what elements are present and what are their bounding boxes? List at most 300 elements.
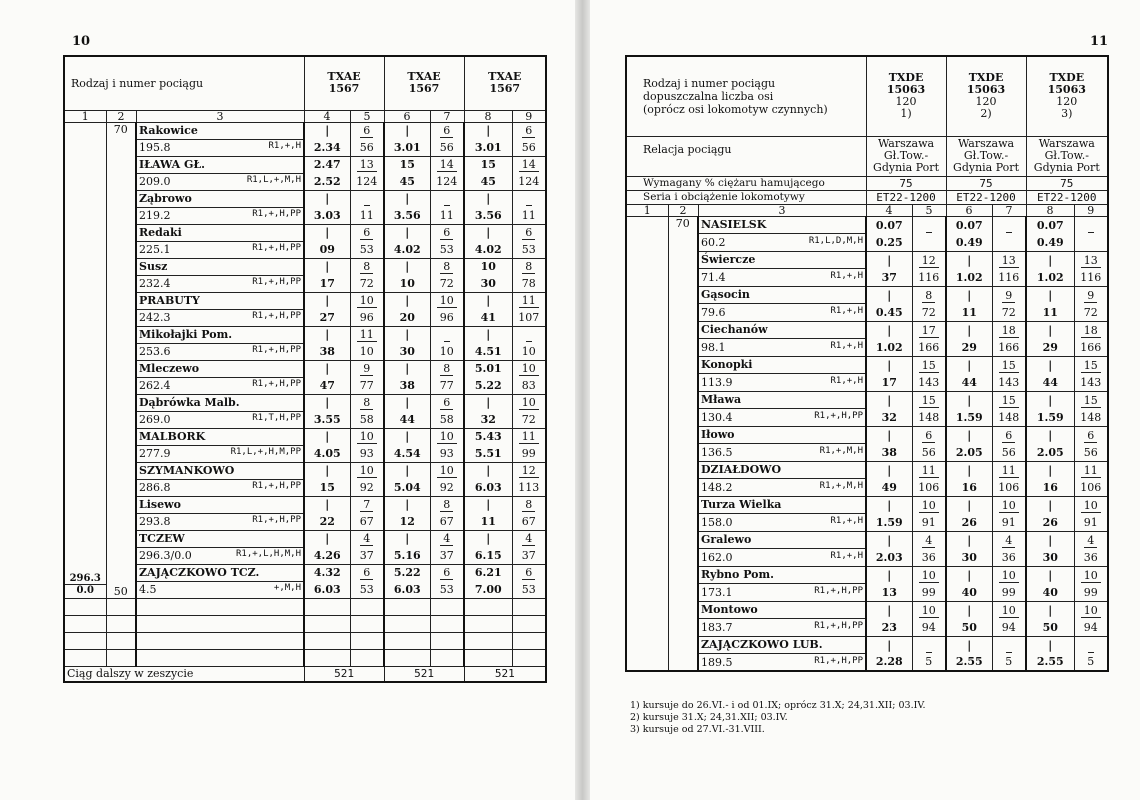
arrival-time: |	[946, 636, 992, 654]
stop-value	[912, 234, 946, 252]
stop-value: 11	[350, 207, 384, 224]
stop-value: 99	[912, 584, 946, 602]
run-time-cell	[1074, 251, 1108, 269]
arrival-time: |	[866, 286, 912, 304]
series-value: ET22-1200	[946, 190, 1026, 204]
arrival-time: |	[946, 531, 992, 549]
stop-value: 67	[430, 513, 464, 530]
station-name: Ciechanów	[698, 321, 866, 339]
stop-value: 94	[912, 619, 946, 637]
station-row-sub	[64, 581, 546, 598]
station-row-sub	[626, 374, 1108, 392]
station-codes: R1,+,H,PP	[814, 585, 864, 596]
relation-value: Warszawa Gł.Tow.- Gdynia Port	[946, 136, 1026, 176]
blank-cell	[136, 598, 304, 615]
station-km: 293.8	[139, 515, 171, 528]
stop-value: 56	[912, 444, 946, 462]
stop-value: 11	[430, 207, 464, 224]
station-km-cell	[698, 584, 866, 602]
blank-cell	[64, 632, 106, 649]
run-time-cell	[992, 216, 1026, 234]
arrival-time: |	[1026, 321, 1074, 339]
run-time-cell	[350, 462, 384, 479]
station-km-cell	[698, 444, 866, 462]
station-codes: R1,+,H	[830, 270, 864, 281]
continuation-label: Ciąg dalszy w zeszycie	[64, 666, 304, 682]
run-time-cell	[992, 356, 1026, 374]
stop-value: 58	[350, 411, 384, 428]
run-time: 8	[360, 396, 373, 410]
station-row-sub	[64, 343, 546, 360]
departure-time: 17	[304, 275, 350, 292]
station-km: 158.0	[701, 515, 733, 529]
departure-time: 3.56	[464, 207, 512, 224]
station-km: 209.0	[139, 175, 171, 188]
departure-time: 1.59	[1026, 409, 1074, 427]
station-codes: R1,+,H,PP	[252, 311, 302, 321]
station-row-sub	[626, 409, 1108, 427]
departure-time: 2.52	[304, 173, 350, 190]
footnote: 2) kursuje 31.X; 24,31.XII; 03.IV.	[630, 712, 788, 723]
station-km-cell	[136, 173, 304, 190]
blank-cell	[430, 615, 464, 632]
departure-time: 38	[866, 444, 912, 462]
departure-time: 32	[866, 409, 912, 427]
station-name: Montowo	[698, 601, 866, 619]
station-codes: R1,+,H	[830, 305, 864, 316]
stop-value: 72	[512, 411, 546, 428]
run-time	[1088, 219, 1094, 233]
arrival-time: |	[384, 190, 430, 207]
blank-cell	[106, 649, 136, 666]
arrival-time: 0.07	[1026, 216, 1074, 234]
station-km-wrap	[701, 411, 863, 424]
station-km-wrap	[701, 271, 863, 284]
departure-time: 30	[464, 275, 512, 292]
station-name: NASIELSK	[698, 216, 866, 234]
arrival-time: |	[384, 360, 430, 377]
arrival-time: |	[1026, 531, 1074, 549]
station-name: ZAJĄCZKOWO LUB.	[698, 636, 866, 654]
header-label: Rodzaj i numer pociągu dopuszczalna liczba osi (oprócz osi lokomotyw czynnych)	[626, 56, 866, 136]
station-km: 219.2	[139, 209, 171, 222]
run-time-cell	[1074, 461, 1108, 479]
column-number: 2	[668, 204, 698, 216]
departure-time: 6.03	[304, 581, 350, 598]
run-time-cell	[350, 496, 384, 513]
stop-value: 116	[992, 269, 1026, 287]
run-time	[926, 639, 932, 653]
run-time: 10	[357, 464, 377, 478]
run-time: 6	[440, 396, 453, 410]
blank-cell	[136, 632, 304, 649]
stop-value: 96	[430, 309, 464, 326]
station-km-wrap	[139, 379, 301, 392]
departure-time: 29	[1026, 339, 1074, 357]
station-km-cell	[136, 513, 304, 530]
station-row	[64, 326, 546, 343]
stop-value: 94	[1074, 619, 1108, 637]
arrival-time: |	[946, 321, 992, 339]
stop-value: 5	[992, 654, 1026, 672]
run-time: 13	[357, 158, 377, 172]
station-km-cell	[136, 275, 304, 292]
run-time-cell	[430, 190, 464, 207]
run-time: 4	[1002, 534, 1015, 548]
stop-value: 58	[430, 411, 464, 428]
run-time-cell	[430, 428, 464, 445]
station-km-wrap	[139, 549, 301, 562]
station-km-cell	[136, 139, 304, 156]
stop-value: 72	[430, 275, 464, 292]
run-time: 10	[519, 362, 539, 376]
arrival-time: |	[1026, 356, 1074, 374]
station-km: 195.8	[139, 141, 171, 154]
run-time: 18	[1081, 324, 1101, 338]
blank-cell	[384, 598, 430, 615]
stop-value: 36	[912, 549, 946, 567]
run-time: 11	[519, 294, 539, 308]
run-time-cell	[430, 258, 464, 275]
station-name: Dąbrówka Malb.	[136, 394, 304, 411]
arrival-time: |	[1026, 601, 1074, 619]
arrival-time: |	[384, 394, 430, 411]
blank-cell	[464, 615, 512, 632]
arrival-time: |	[866, 601, 912, 619]
run-time-cell	[1074, 216, 1108, 234]
station-km-cell	[698, 269, 866, 287]
run-time-cell	[350, 156, 384, 173]
station-km-cell	[698, 549, 866, 567]
stop-value: 36	[992, 549, 1026, 567]
departure-time: 0.49	[946, 234, 992, 252]
stop-value: 113	[512, 479, 546, 496]
blank-cell	[106, 598, 136, 615]
stop-value: 36	[1074, 549, 1108, 567]
run-time: 8	[360, 260, 373, 274]
station-codes: R1,L,+,M,H	[246, 175, 302, 185]
blank-cell	[464, 632, 512, 649]
arrival-time: |	[304, 292, 350, 309]
column-number: 3	[136, 110, 304, 122]
arrival-time: |	[1026, 391, 1074, 409]
station-name: Susz	[136, 258, 304, 275]
stop-value: 166	[912, 339, 946, 357]
station-row-sub	[626, 619, 1108, 637]
station-name: IŁAWA GŁ.	[136, 156, 304, 173]
stop-value: 53	[512, 241, 546, 258]
arrival-time: |	[866, 391, 912, 409]
station-codes: R1,+,M,H	[819, 445, 864, 456]
column-number: 1	[626, 204, 668, 216]
station-row-sub	[626, 269, 1108, 287]
train-header: TXAE 1567	[304, 56, 384, 110]
blank-cell	[350, 649, 384, 666]
station-km: 173.1	[701, 585, 733, 599]
book-gutter	[575, 0, 590, 800]
arrival-time: |	[1026, 426, 1074, 444]
stop-value: 148	[992, 409, 1026, 427]
station-name: PRABUTY	[136, 292, 304, 309]
station-name: Ząbrowo	[136, 190, 304, 207]
station-name: Rakowice	[136, 122, 304, 139]
run-time	[526, 328, 532, 342]
departure-time: 11	[464, 513, 512, 530]
stop-value	[1074, 234, 1108, 252]
departure-time: 4.05	[304, 445, 350, 462]
arrival-time: |	[946, 286, 992, 304]
braking-label: Wymagany % ciężaru hamującego	[626, 176, 866, 190]
arrival-time: |	[464, 122, 512, 139]
station-km-wrap	[139, 209, 301, 222]
departure-time: 22	[304, 513, 350, 530]
run-time: 6	[522, 226, 535, 240]
run-time-cell	[1074, 286, 1108, 304]
station-km-wrap	[139, 311, 301, 324]
station-name: Iłowo	[698, 426, 866, 444]
arrival-time: 4.32	[304, 564, 350, 581]
arrival-time: |	[866, 496, 912, 514]
station-name: Mława	[698, 391, 866, 409]
run-time-cell	[1074, 496, 1108, 514]
run-time: 6	[1084, 429, 1097, 443]
station-row	[626, 461, 1108, 479]
station-row-sub	[64, 207, 546, 224]
column-number: 4	[304, 110, 350, 122]
blank-cell	[430, 598, 464, 615]
run-time: 9	[1084, 289, 1097, 303]
run-time	[444, 192, 450, 206]
departure-time: 10	[384, 275, 430, 292]
run-time-cell	[912, 216, 946, 234]
run-time-cell	[430, 292, 464, 309]
station-codes: R1,+,H,PP	[252, 515, 302, 525]
run-time-cell	[992, 426, 1026, 444]
departure-time: 45	[384, 173, 430, 190]
stop-value: 56	[512, 139, 546, 156]
stop-value: 53	[430, 581, 464, 598]
station-km-wrap	[701, 481, 863, 494]
footnote: 1) kursuje do 26.VI.- i od 01.IX; oprócz 31.X; 24,31.XII; 03.IV.	[630, 700, 926, 711]
station-row	[64, 360, 546, 377]
train-header: TXDE 15063 120 3)	[1026, 56, 1108, 136]
station-km: 277.9	[139, 447, 171, 460]
station-km-cell	[136, 445, 304, 462]
blank-cell	[136, 649, 304, 666]
arrival-time: |	[464, 530, 512, 547]
station-row	[626, 496, 1108, 514]
stop-value: 72	[992, 304, 1026, 322]
station-row	[64, 292, 546, 309]
blank-cell	[384, 632, 430, 649]
station-km-wrap	[701, 236, 863, 249]
station-name: MALBORK	[136, 428, 304, 445]
arrival-time: |	[866, 636, 912, 654]
arrival-time: |	[866, 531, 912, 549]
blank-cell	[106, 615, 136, 632]
run-time-cell	[1074, 391, 1108, 409]
station-row-sub	[64, 547, 546, 564]
station-codes: R1,+,H,PP	[252, 481, 302, 491]
departure-time: 15	[304, 479, 350, 496]
stop-value: 94	[992, 619, 1026, 637]
arrival-time: |	[946, 566, 992, 584]
stop-value: 166	[1074, 339, 1108, 357]
departure-time: 29	[946, 339, 992, 357]
stop-value: 106	[1074, 479, 1108, 497]
run-time-cell	[512, 292, 546, 309]
arrival-time: |	[304, 258, 350, 275]
station-km: 242.3	[139, 311, 171, 324]
station-row-sub	[626, 584, 1108, 602]
arrival-time: 5.22	[384, 564, 430, 581]
run-time-cell	[350, 224, 384, 241]
departure-time: 4.51	[464, 343, 512, 360]
departure-time: 09	[304, 241, 350, 258]
departure-time: 1.02	[1026, 269, 1074, 287]
run-time: 13	[999, 254, 1019, 268]
departure-time: 47	[304, 377, 350, 394]
departure-time: 44	[1026, 374, 1074, 392]
departure-time: 5.51	[464, 445, 512, 462]
departure-time: 40	[946, 584, 992, 602]
run-time-cell	[912, 426, 946, 444]
run-time: 4	[522, 532, 535, 546]
run-time	[926, 219, 932, 233]
arrival-time: |	[304, 122, 350, 139]
column-number: 8	[464, 110, 512, 122]
stop-value: 5	[1074, 654, 1108, 672]
run-time-cell	[430, 530, 464, 547]
station-row-sub	[626, 549, 1108, 567]
station-codes: R1,+,H,PP	[252, 345, 302, 355]
station-row	[626, 531, 1108, 549]
stop-value: 96	[350, 309, 384, 326]
run-time-cell	[512, 428, 546, 445]
station-km-cell	[698, 654, 866, 672]
station-codes: R1,+,H,PP	[252, 277, 302, 287]
departure-time: 4.02	[384, 241, 430, 258]
stop-value: 10	[430, 343, 464, 360]
arrival-time: |	[1026, 251, 1074, 269]
station-name: DZIAŁDOWO	[698, 461, 866, 479]
departure-time: 16	[1026, 479, 1074, 497]
run-time: 10	[437, 294, 457, 308]
arrival-time: |	[946, 426, 992, 444]
blank-cell	[64, 615, 106, 632]
departure-time: 5.16	[384, 547, 430, 564]
stop-value: 53	[512, 581, 546, 598]
arrival-time: |	[464, 326, 512, 343]
run-time	[444, 328, 450, 342]
departure-time: 6.15	[464, 547, 512, 564]
departure-time: 37	[866, 269, 912, 287]
departure-time: 20	[384, 309, 430, 326]
run-time-cell	[912, 566, 946, 584]
blank-cell	[512, 649, 546, 666]
run-time-cell	[512, 564, 546, 581]
station-km-wrap	[139, 175, 301, 188]
station-row-sub	[626, 234, 1108, 252]
station-km: 79.6	[701, 305, 726, 319]
blank-cell	[304, 615, 350, 632]
stop-value: 72	[1074, 304, 1108, 322]
run-time: 4	[440, 532, 453, 546]
run-time-cell	[350, 122, 384, 139]
arrival-time: |	[866, 321, 912, 339]
station-row-sub	[64, 309, 546, 326]
continuation-value: 521	[304, 666, 384, 682]
line-number-cell	[668, 216, 698, 671]
station-row-sub	[626, 444, 1108, 462]
run-time-cell	[912, 251, 946, 269]
station-codes: R1,T,H,PP	[252, 413, 302, 423]
run-time: 15	[999, 394, 1019, 408]
departure-time: 26	[946, 514, 992, 532]
station-km-wrap	[701, 306, 863, 319]
departure-time: 45	[464, 173, 512, 190]
line-number: 70	[113, 122, 128, 136]
stop-value: 143	[912, 374, 946, 392]
stop-value: 124	[430, 173, 464, 190]
arrival-time: |	[304, 190, 350, 207]
blank-row	[64, 632, 546, 649]
run-time-cell	[512, 530, 546, 547]
blank-cell	[304, 649, 350, 666]
stop-value: 10	[350, 343, 384, 360]
station-row-sub	[626, 339, 1108, 357]
arrival-time: |	[866, 251, 912, 269]
departure-time: 16	[946, 479, 992, 497]
station-km-wrap	[139, 583, 301, 596]
departure-time: 0.25	[866, 234, 912, 252]
arrival-time: |	[464, 496, 512, 513]
departure-time: 1.59	[866, 514, 912, 532]
run-time-cell	[350, 360, 384, 377]
arrival-time: 10	[464, 258, 512, 275]
run-time-cell	[992, 321, 1026, 339]
station-km: 148.2	[701, 480, 733, 494]
arrival-time: |	[384, 258, 430, 275]
station-codes: R1,+,H	[830, 340, 864, 351]
station-km-cell	[136, 207, 304, 224]
station-row	[626, 566, 1108, 584]
station-km: 136.5	[701, 445, 733, 459]
run-time: 10	[919, 499, 939, 513]
run-time	[1006, 639, 1012, 653]
blank-cell	[350, 632, 384, 649]
run-time-cell	[912, 496, 946, 514]
train-header: TXDE 15063 120 2)	[946, 56, 1026, 136]
departure-time: 30	[384, 343, 430, 360]
run-time-cell	[512, 224, 546, 241]
departure-time: 44	[384, 411, 430, 428]
run-time: 6	[922, 429, 935, 443]
arrival-time: |	[946, 251, 992, 269]
run-time-cell	[1074, 321, 1108, 339]
departure-time: 12	[384, 513, 430, 530]
run-time: 15	[919, 359, 939, 373]
station-km-cell	[136, 547, 304, 564]
arrival-time: |	[304, 428, 350, 445]
station-name: SZYMANKOWO	[136, 462, 304, 479]
stop-value: 78	[512, 275, 546, 292]
departure-time: 6.03	[464, 479, 512, 496]
run-time: 10	[919, 569, 939, 583]
stop-value: 53	[350, 581, 384, 598]
departure-time: 30	[1026, 549, 1074, 567]
run-time-cell	[350, 428, 384, 445]
